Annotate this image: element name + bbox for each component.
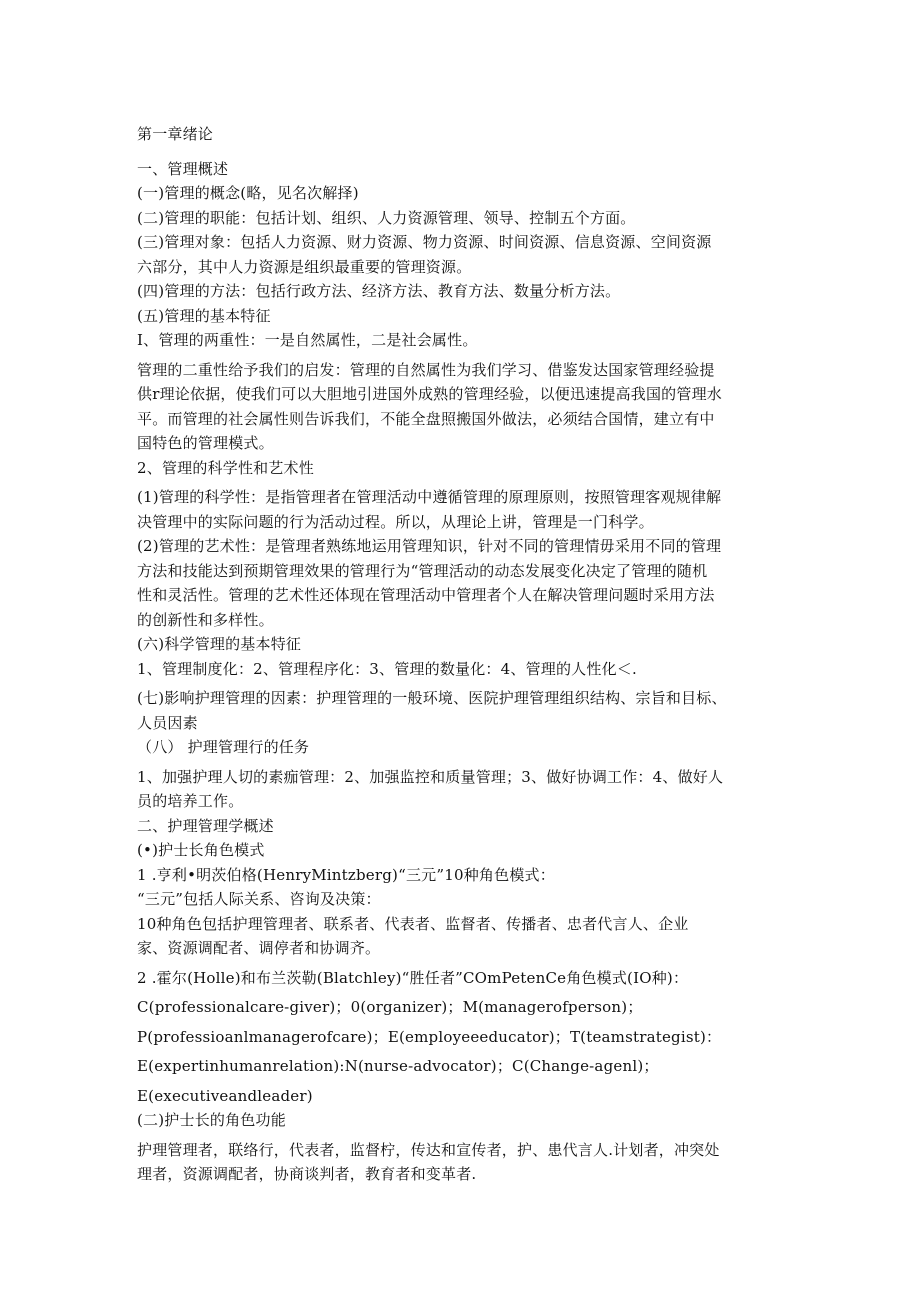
paragraph-line: 的创新性和多样性。 — [137, 610, 274, 629]
paragraph-line: (三)管理对象：包括人力资源、财力资源、物力资源、时间资源、信息资源、空间资源 — [137, 233, 712, 251]
subsection-heading: (二)护士长的角色功能 — [137, 1111, 286, 1129]
paragraph-line: (七)影响护理管理的因素：护理管理的一般环境、医院护理管理组织结构、宗旨和目标、 — [137, 689, 727, 707]
subsection-heading: 2、管理的科学性和艺术性 — [137, 458, 314, 477]
paragraph-line: 决管理中的实际问题的行为活动过程。所以，从理论上讲，管理是一门科学。 — [137, 512, 654, 531]
document-page — [137, 122, 807, 1187]
paragraph-line: 1、加强护理人切的素痂管理：2、加强监控和质量管理；3、做好协调工作：4、做好人 — [137, 767, 724, 786]
paragraph-line: 管理的二重性给予我们的启发：管理的自然属性为我们学习、借鉴发达国家管理经验提 — [137, 360, 715, 379]
subsection-heading: (五)管理的基本特征 — [137, 306, 271, 325]
paragraph-line: 员的培养工作。 — [137, 792, 244, 810]
paragraph-line: 10种角色包括护理管理者、联系者、代表者、监督者、传播者、忠者代言人、企业 — [137, 914, 689, 933]
paragraph-line: 性和灵活性。管理的艺术性还体现在管理活动中管理者个人在解决管理问题时采用方法 — [137, 586, 715, 604]
paragraph-line: (2)管理的艺术性：是管理者熟练地运用管理知识，针对不同的管理情毋采用不同的管理 — [137, 537, 722, 555]
subsection-heading: (一)管理的概念(略，见名次解择) — [137, 184, 359, 202]
paragraph-line: 人员因素 — [137, 713, 198, 732]
paragraph-line: E(executiveandleader) — [137, 1086, 313, 1105]
paragraph-line: (四)管理的方法：包括行政方法、经济方法、教育方法、数量分析方法。 — [137, 282, 621, 300]
paragraph-line: 家、资源调配者、调停者和协调齐。 — [137, 939, 381, 957]
paragraph-line: 1、管理制度化：2、管理程序化：3、管理的数量化：4、管理的人性化＜. — [137, 659, 637, 678]
paragraph-line: P(professioanlmanagerofcare)；E(employeeeducator)；T(teamstrategist)： — [137, 1027, 722, 1046]
section-heading: 二、护理管理学概述 — [137, 816, 274, 835]
paragraph-line: 1 .亨利•明茨伯格(HenryMintzberg)“三元”10种角色模式： — [137, 865, 555, 884]
chapter-title: 第一章绪论 — [137, 125, 214, 143]
subsection-heading: (六)科学管理的基本特征 — [137, 635, 302, 653]
paragraph-line: C(professionalcare-giver)；0(organizer)；M(managerofperson)； — [137, 998, 643, 1016]
paragraph-line: (1)管理的科学性：是指管理者在管理活动中遵循管理的原理原则，按照管理客观规律解 — [137, 488, 722, 506]
paragraph-line: 供r理论依据，使我们可以大胆地引进国外成熟的管理经验，以便迅速提高我国的管理水 — [137, 385, 722, 403]
paragraph-line: E(expertinhumanrelation):N(nurse-advocator)；C(Change-agenl)； — [137, 1057, 659, 1075]
paragraph-line: 护理管理者，联络行，代表者，监督柠，传达和宣传者，护、患代言人.计划者，冲突处 — [137, 1140, 720, 1159]
paragraph-line: 2 .霍尔(Holle)和布兰茨勒(Blatchley)“胜任者”COmPetenCe角色模式(IO种)： — [137, 968, 689, 987]
section-heading: 一、管理概述 — [137, 159, 229, 178]
paragraph-line: 六部分，其中人力资源是组织最重要的管理资源。 — [137, 257, 472, 276]
paragraph-line: “三元”包括人际关系、咨询及决策： — [137, 890, 381, 908]
paragraph-line: I、管理的两重性：一是自然属性，二是社会属性。 — [137, 331, 478, 349]
paragraph-line: 国特色的管理模式。 — [137, 434, 274, 452]
subsection-heading: (•)护士长角色模式 — [137, 841, 265, 859]
paragraph-line: (二)管理的职能：包括计划、组织、人力资源管理、领导、控制五个方面。 — [137, 208, 636, 227]
paragraph-line: 方法和技能达到预期管理效果的管理行为“管理活动的动态发展变化决定了管理的随机 — [137, 561, 708, 580]
paragraph-line: 理者，资源调配者，协商谈判者，教育者和变革者. — [137, 1165, 477, 1183]
paragraph-line: 平。而管理的社会属性则告诉我们，不能全盘照搬国外做法，必须结合国情，建立有中 — [137, 409, 715, 428]
subsection-heading: （八） 护理管理行的任务 — [137, 738, 310, 756]
